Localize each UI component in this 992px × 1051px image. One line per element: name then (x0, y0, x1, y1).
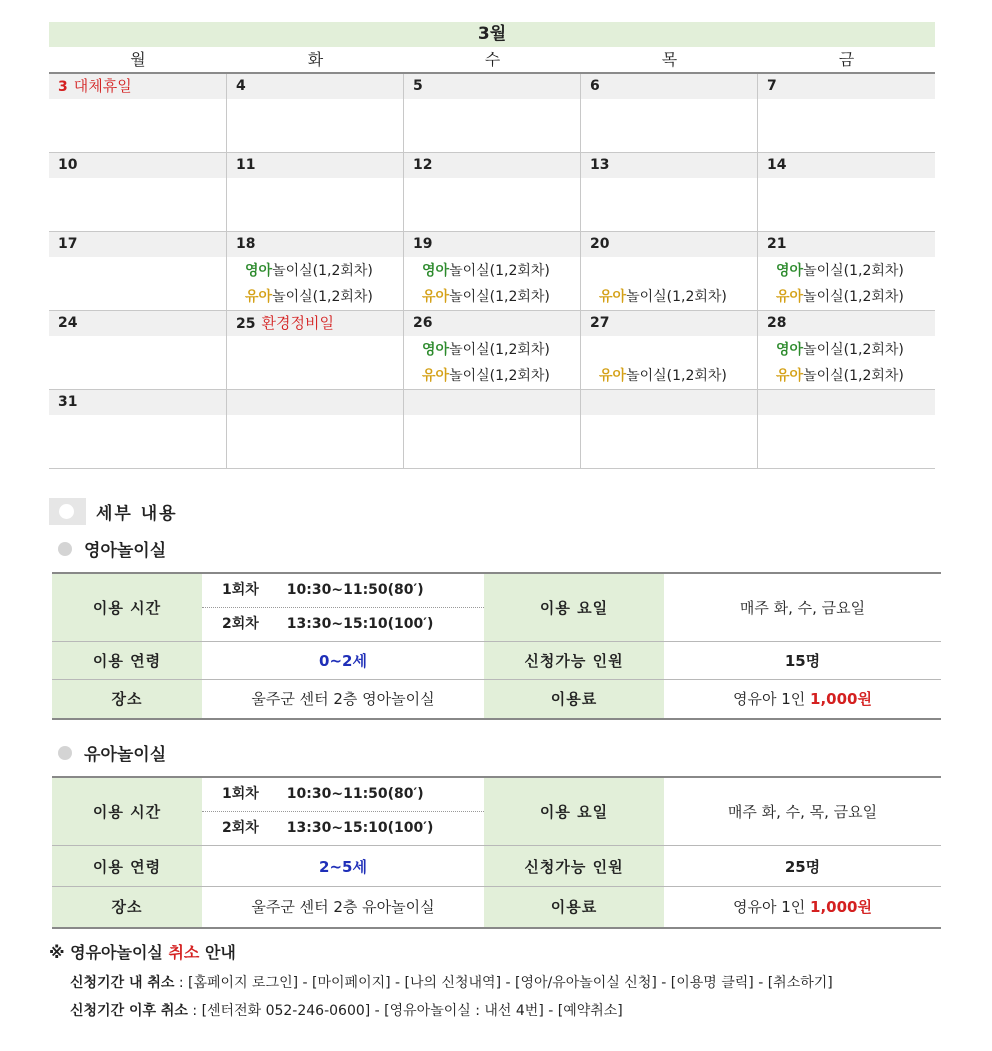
event-rest: 놀이실(1,2회차) (272, 263, 373, 279)
calendar-day-cell (227, 74, 404, 152)
day-number (581, 390, 757, 415)
age-label: 이용 연령 (52, 642, 202, 680)
day-number (227, 390, 403, 415)
infant-room-heading (58, 536, 166, 561)
day-number (49, 311, 226, 336)
march-calendar (49, 22, 935, 469)
weekday-tue: 화 (307, 50, 324, 69)
day-number (581, 311, 757, 336)
day-number-text: 13 (590, 157, 610, 173)
event-prefix: 영아 (422, 263, 450, 279)
calendar-day-cell (581, 74, 758, 152)
round-1: 1회차 (222, 582, 259, 598)
days-value: 매주 화, 수, 금요일 (664, 573, 941, 642)
holiday-label: 대체휴일 (73, 77, 132, 95)
toddler-room-event (404, 284, 550, 310)
day-number-text: 6 (590, 78, 600, 94)
calendar-day-cell (581, 232, 758, 310)
calendar-week-row (49, 153, 935, 232)
day-number-text: 26 (413, 315, 433, 331)
fee-value (664, 680, 941, 719)
calendar-day-cell (581, 311, 758, 389)
age-value: 2~5세 (202, 846, 484, 887)
day-number (758, 311, 935, 336)
infant-room-event (227, 258, 373, 284)
day-number (581, 232, 757, 257)
calendar-weeks (49, 74, 935, 469)
calendar-day-cell (581, 153, 758, 231)
day-number (404, 390, 580, 415)
bullet-icon (58, 746, 72, 760)
calendar-week-row (49, 232, 935, 311)
capacity-value: 25명 (664, 846, 941, 887)
infant-room-event (758, 258, 904, 284)
day-number-text: 5 (413, 78, 423, 94)
calendar-day-cell (49, 153, 227, 231)
holiday-label: 환경정비일 (261, 314, 334, 332)
day-number-text: 12 (413, 157, 433, 173)
fee-value (664, 887, 941, 928)
infant-room-event (404, 258, 550, 284)
calendar-day-cell (404, 232, 581, 310)
fee-prefix: 영유아 1인 (733, 898, 811, 917)
day-number (227, 232, 403, 257)
event-rest: 놀이실(1,2회차) (803, 368, 904, 384)
line1-text: : [홈페이지 로그인] - [마이페이지] - [나의 신청내역] - [영아/유아놀이실 신청] - [이용명 클릭] - [취소하기] (174, 975, 833, 991)
event-prefix: 유아 (599, 368, 627, 384)
calendar-day-cell (49, 74, 227, 152)
time-label: 이용 시간 (52, 777, 202, 846)
capacity-value: 15명 (664, 642, 941, 680)
calendar-weekday-header (49, 47, 935, 74)
day-number-text: 24 (58, 315, 78, 331)
calendar-day-cell (227, 390, 404, 468)
round-2-time: 13:30~15:10(100′) (286, 616, 434, 632)
line2-text: : [센터전화 052-246-0600] - [영유아놀이실 : 내선 4번] - [예약취소] (187, 1003, 623, 1019)
section-detail-label: 세부 내용 (96, 504, 178, 524)
round-1-time: 10:30~11:50(80′) (286, 582, 424, 598)
section-marker-icon (49, 498, 86, 525)
day-number-text: 18 (236, 236, 256, 252)
round-2: 2회차 (222, 616, 259, 632)
event-prefix: 영아 (776, 342, 804, 358)
time-values (202, 573, 484, 642)
event-rest: 놀이실(1,2회차) (449, 263, 550, 279)
calendar-day-cell (227, 311, 404, 389)
calendar-day-cell (49, 390, 227, 468)
fee-prefix: 영유아 1인 (733, 690, 811, 709)
toddler-room-event (758, 363, 904, 389)
fee-amount: 1,000원 (810, 690, 872, 709)
time-label: 이용 시간 (52, 573, 202, 642)
infant-room-event (404, 337, 550, 363)
toddler-room-event (581, 284, 727, 310)
day-number-text: 31 (58, 394, 78, 410)
reference-mark-icon: ※ (49, 943, 65, 962)
calendar-day-cell (758, 311, 935, 389)
infant-room-event (758, 337, 904, 363)
calendar-day-cell (404, 311, 581, 389)
line2-label: 신청기간 이후 취소 (70, 1003, 188, 1019)
event-prefix: 유아 (422, 368, 450, 384)
calendar-day-cell (404, 74, 581, 152)
day-number-text: 3 (58, 79, 68, 95)
day-number-text: 19 (413, 236, 433, 252)
day-number-text: 28 (767, 315, 787, 331)
day-number-text: 4 (236, 78, 246, 94)
day-number (581, 74, 757, 99)
calendar-day-cell (404, 390, 581, 468)
toddler-room-title: 유아놀이실 (84, 745, 167, 765)
event-prefix: 영아 (776, 263, 804, 279)
calendar-day-cell (758, 390, 935, 468)
weekday-mon: 월 (130, 50, 146, 69)
event-rest: 놀이실(1,2회차) (803, 289, 904, 305)
toddler-room-event (758, 284, 904, 310)
toddler-room-event (227, 284, 373, 310)
calendar-week-row (49, 74, 935, 153)
infant-room-title: 영아놀이실 (84, 541, 167, 561)
age-label: 이용 연령 (52, 846, 202, 887)
days-label: 이용 요일 (484, 777, 664, 846)
weekday-thu: 목 (661, 50, 678, 69)
capacity-label: 신청가능 인원 (484, 846, 664, 887)
calendar-day-cell (758, 74, 935, 152)
weekday-fri: 금 (838, 50, 855, 69)
event-rest: 놀이실(1,2회차) (449, 368, 550, 384)
day-number (758, 390, 935, 415)
cancel-notice-line-1 (70, 972, 833, 992)
day-number (404, 311, 580, 336)
notice-title-a: 영유아놀이실 (70, 943, 163, 962)
day-number-text: 20 (590, 236, 610, 252)
day-number (758, 153, 935, 178)
calendar-week-row (49, 311, 935, 390)
event-prefix: 영아 (245, 263, 273, 279)
fee-label: 이용료 (484, 680, 664, 719)
days-label: 이용 요일 (484, 573, 664, 642)
day-number (404, 153, 580, 178)
calendar-day-cell (581, 390, 758, 468)
bullet-icon (58, 542, 72, 556)
event-rest: 놀이실(1,2회차) (626, 368, 727, 384)
place-value: 울주군 센터 2층 유아놀이실 (202, 887, 484, 928)
place-label: 장소 (52, 887, 202, 928)
day-number-text: 7 (767, 78, 777, 94)
event-prefix: 영아 (422, 342, 450, 358)
event-rest: 놀이실(1,2회차) (449, 289, 550, 305)
day-number-text: 17 (58, 236, 78, 252)
event-rest: 놀이실(1,2회차) (803, 263, 904, 279)
weekday-wed: 수 (484, 50, 501, 69)
day-number (227, 74, 403, 99)
notice-title-b: 안내 (204, 943, 236, 962)
day-number-text: 11 (236, 157, 256, 173)
event-rest: 놀이실(1,2회차) (626, 289, 727, 305)
infant-room-table (52, 572, 941, 720)
day-number (227, 153, 403, 178)
calendar-day-cell (758, 153, 935, 231)
day-number-text: 25 (236, 316, 256, 332)
day-number (49, 153, 226, 178)
event-prefix: 유아 (599, 289, 627, 305)
days-value: 매주 화, 수, 목, 금요일 (664, 777, 941, 846)
round-1: 1회차 (222, 786, 259, 802)
round-2: 2회차 (222, 820, 259, 836)
toddler-room-event (581, 363, 727, 389)
event-rest: 놀이실(1,2회차) (803, 342, 904, 358)
place-label: 장소 (52, 680, 202, 719)
fee-label: 이용료 (484, 887, 664, 928)
day-number (227, 311, 403, 336)
day-number (49, 232, 226, 257)
day-number-text: 27 (590, 315, 610, 331)
fee-amount: 1,000원 (810, 898, 872, 917)
calendar-day-cell (758, 232, 935, 310)
notice-title-cancel: 취소 (168, 943, 200, 962)
calendar-day-cell (404, 153, 581, 231)
day-number-text: 21 (767, 236, 787, 252)
capacity-label: 신청가능 인원 (484, 642, 664, 680)
day-number (758, 232, 935, 257)
event-prefix: 유아 (776, 289, 804, 305)
day-number-text: 10 (58, 157, 78, 173)
round-2-time: 13:30~15:10(100′) (286, 820, 434, 836)
calendar-day-cell (227, 232, 404, 310)
day-number (581, 153, 757, 178)
cancel-notice-title (49, 940, 236, 963)
day-number-text: 14 (767, 157, 787, 173)
day-number (404, 232, 580, 257)
toddler-room-table (52, 776, 941, 929)
time-values (202, 777, 484, 846)
day-number (404, 74, 580, 99)
section-detail-title (49, 498, 178, 525)
calendar-month-title: 3월 (49, 22, 935, 47)
calendar-week-row (49, 390, 935, 469)
event-rest: 놀이실(1,2회차) (272, 289, 373, 305)
age-value: 0~2세 (202, 642, 484, 680)
day-number (49, 74, 226, 99)
cancel-notice-line-2 (70, 1000, 623, 1020)
day-number (49, 390, 226, 415)
toddler-room-heading (58, 740, 166, 765)
toddler-room-event (404, 363, 550, 389)
calendar-day-cell (227, 153, 404, 231)
round-1-time: 10:30~11:50(80′) (286, 786, 424, 802)
event-prefix: 유아 (776, 368, 804, 384)
event-rest: 놀이실(1,2회차) (449, 342, 550, 358)
place-value: 울주군 센터 2층 영아놀이실 (202, 680, 484, 719)
event-prefix: 유아 (422, 289, 450, 305)
day-number (758, 74, 935, 99)
event-prefix: 유아 (245, 289, 273, 305)
calendar-day-cell (49, 232, 227, 310)
line1-label: 신청기간 내 취소 (70, 975, 175, 991)
calendar-day-cell (49, 311, 227, 389)
